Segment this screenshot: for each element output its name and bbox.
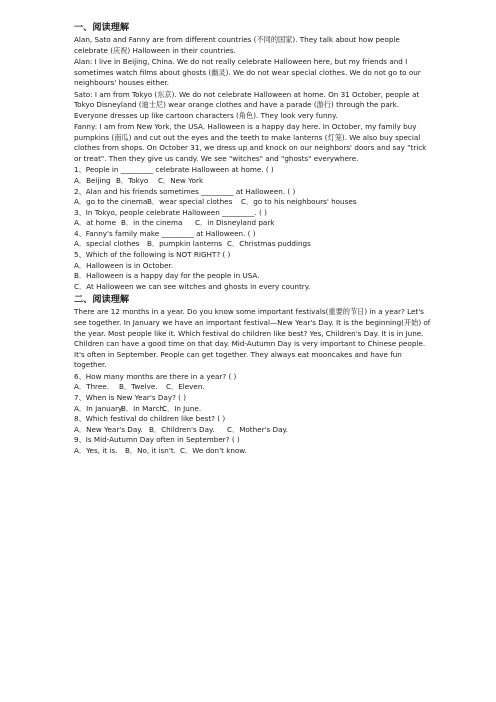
- section-2-passage: There are 12 months in a year. Do you know some important festivals(重要的节日) in a year? Let's see together. In January we have an important festival—New Year's Day. It is the beginning(开始) of the year. Most people like it. Which festival do children like best? Yes, Children's Day. It is in June. Children can have a good time on that day. Mid-Autumn Day is very important to Chinese people. It's often in September. People can get together. They always eat mooncakes and have fun together.: [74, 307, 431, 370]
- passage-paragraph: Alan: I live in Beijing, China. We do not really celebrate Halloween here, but my friends and I sometimes watch films about ghosts (幽灵). We do not wear special clothes. We do not go to our neighbours' houses either.: [74, 56, 421, 88]
- question-text: 6、How many months are there in a year? ( ): [74, 371, 237, 381]
- option-a[interactable]: A．In January.: [74, 403, 124, 413]
- options-row: [74, 197, 434, 208]
- question-text: 9、Is Mid-Autumn Day often in September? ( ): [74, 435, 240, 445]
- options-row: [74, 239, 434, 250]
- option-b[interactable]: B．wear special clothes: [147, 197, 233, 207]
- option-a[interactable]: A．Yes, it is.: [74, 445, 118, 455]
- option-a[interactable]: A．Halloween is in October.: [74, 260, 174, 270]
- passage-paragraph: Fanny: I am from New York, the USA. Halloween is a happy day here. In October, my family buy pumpkins (南瓜) and cut out the eyes and the teeth to make lanterns (灯笼). We also buy special clothes from shops. On October 31, we dress up and knock on our neighbors' doors and say "trick or treat". Then they give us candy. We see "witches" and "ghosts" everywhere.: [74, 122, 427, 163]
- option-c[interactable]: C．Mother's Day.: [227, 424, 289, 434]
- section-2-title: 二、阅读理解: [74, 294, 130, 306]
- question-9: [74, 435, 434, 456]
- worksheet: [74, 22, 434, 457]
- option-a[interactable]: A．special clothes: [74, 239, 140, 249]
- question-1: [74, 165, 434, 186]
- option-a[interactable]: A．go to the cinema: [74, 197, 148, 207]
- option-b[interactable]: B．Tokyo: [116, 175, 149, 185]
- option-c[interactable]: C．In June.: [162, 403, 202, 413]
- options-row: [74, 218, 434, 229]
- question-5: [74, 250, 434, 292]
- question-text: 3、In Tokyo, people celebrate Halloween _________. ( ): [74, 207, 267, 217]
- question-6: [74, 372, 434, 393]
- question-2: [74, 187, 434, 208]
- question-text: 4、Fanny's family make _________ at Halloween. ( ): [74, 228, 256, 238]
- section-1-title: 一、阅读理解: [74, 22, 130, 33]
- question-text: 7、When is New Year's Day? ( ): [74, 392, 187, 402]
- option-a[interactable]: A．Beijing: [74, 175, 111, 185]
- option-c[interactable]: C．go to his neighbours' houses: [241, 197, 357, 207]
- passage-paragraph: Alan, Sato and Fanny are from different countries (不同的国家). They talk about how people celebrate (庆祝) Halloween in their countries.: [74, 35, 400, 55]
- option-c[interactable]: C．We don't know.: [180, 445, 247, 455]
- option-a[interactable]: A．Three.: [74, 382, 109, 392]
- options-row: [74, 404, 434, 415]
- question-text: 8、Which festival do children like best? ( ): [74, 414, 226, 424]
- option-a[interactable]: A．at home: [74, 218, 116, 228]
- option-b[interactable]: B．Twelve.: [119, 382, 158, 392]
- option-c[interactable]: C．Eleven.: [166, 382, 205, 392]
- options-row: [74, 382, 434, 393]
- option-b[interactable]: B．pumpkin lanterns: [147, 239, 223, 249]
- option-b[interactable]: B．in the cinema: [121, 218, 183, 228]
- question-3: [74, 208, 434, 229]
- option-c[interactable]: C．Christmas puddings: [227, 239, 311, 249]
- question-8: [74, 414, 434, 435]
- option-b[interactable]: B．In March.: [121, 403, 167, 413]
- question-7: [74, 393, 434, 414]
- option-b[interactable]: B．Halloween is a happy day for the people in USA.: [74, 271, 260, 281]
- option-a[interactable]: A．New Year's Day.: [74, 424, 143, 434]
- option-b[interactable]: B．No, it isn't.: [125, 445, 176, 455]
- question-text: 5、Which of the following is NOT RIGHT? ( ): [74, 250, 231, 260]
- option-c[interactable]: C．in Disneyland park: [195, 218, 275, 228]
- question-text: 1、People in _________ celebrate Halloween at home. ( ): [74, 165, 274, 175]
- options-row: [74, 425, 434, 436]
- option-c[interactable]: C．New York: [158, 175, 204, 185]
- option-b[interactable]: B．Children's Day.: [149, 424, 215, 434]
- question-4: [74, 229, 434, 250]
- passage-paragraph: Sato: I am from Tokyo (东京). We do not celebrate Halloween at home. On 31 October, people at Tokyo Disneyland (迪士尼) wear orange clothes and have a parade (游行) through the park. Everyone dresses up like cartoon characters (角色). They look very funny.: [74, 89, 420, 120]
- option-c[interactable]: C．At Halloween we can see witches and ghosts in every country.: [74, 281, 311, 291]
- options-row: [74, 176, 434, 187]
- question-text: 2、Alan and his friends sometimes _________ at Halloween. ( ): [74, 186, 296, 196]
- section-1-passage: [74, 35, 434, 165]
- options-row: [74, 446, 434, 457]
